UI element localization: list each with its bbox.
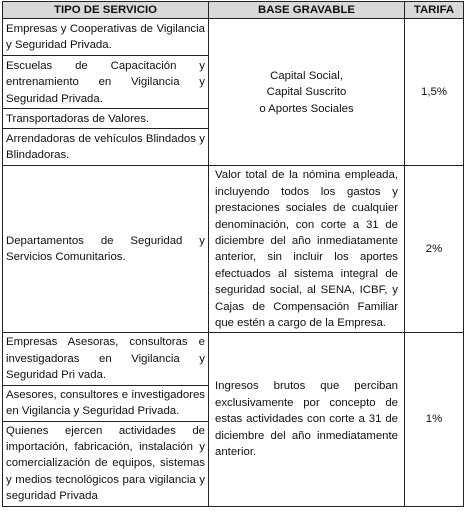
service-cell: Arrendadoras de vehículos Blindados y Blindadoras. (3, 129, 209, 166)
table-row (3, 166, 464, 333)
base-cell: Ingresos brutos que perciban exclusivamente por concepto de estas actividades con corte a 31 de diciembre del año inmediatamente anterior. (209, 333, 405, 506)
table-row (3, 333, 464, 506)
service-item: Asesores, consultores e investigadores en Vigilancia y Seguridad Privada. (3, 385, 208, 421)
base-cell (209, 19, 405, 166)
base-line: Capital Suscrito (266, 86, 347, 99)
service-item: Quienes ejercen actividades de importación, fabricación, instalación y comercialización de equipos, sistemas y medios tecnológicos para vigilancia y seguridad Privada (3, 421, 208, 506)
rate-cell: 2% (405, 166, 464, 333)
header-row (3, 2, 464, 19)
tariff-table (2, 1, 464, 507)
base-cell: Valor total de la nómina empleada, incluyendo todos los gastos y prestaciones sociales de cualquier denominación, con corte a 31 de diciembre del año inmediatamente anterior, sin incluir los aportes efectuados al sistema integral de seguridad social, al SENA, ICBF, y Cajas de Compensación Familiar que estén a cargo de la Empresa. (209, 166, 405, 333)
service-cell: Departamentos de Seguridad y Servicios Comunitarios. (3, 166, 209, 333)
rate-cell: 1,5% (405, 19, 464, 166)
base-line: Capital Social, (270, 69, 343, 82)
header-service: TIPO DE SERVICIO (3, 2, 209, 19)
rate-cell: 1% (405, 333, 464, 506)
service-cell: Empresas y Cooperativas de Vigilancia y Seguridad Privada. (3, 19, 209, 56)
service-cell: Transportadoras de Valores. (3, 109, 209, 129)
service-group-cell (3, 333, 209, 506)
service-item: Empresas Asesoras, consultoras e investigadoras en Vigilancia y Seguridad Pri vada. (6, 336, 205, 382)
table-row (3, 19, 464, 56)
service-cell: Escuelas de Capacitación y entrenamiento en Vigilancia y Seguridad Privada. (3, 56, 209, 109)
header-rate: TARIFA (405, 2, 464, 19)
header-base: BASE GRAVABLE (209, 2, 405, 19)
base-line: o Aportes Sociales (259, 102, 354, 115)
